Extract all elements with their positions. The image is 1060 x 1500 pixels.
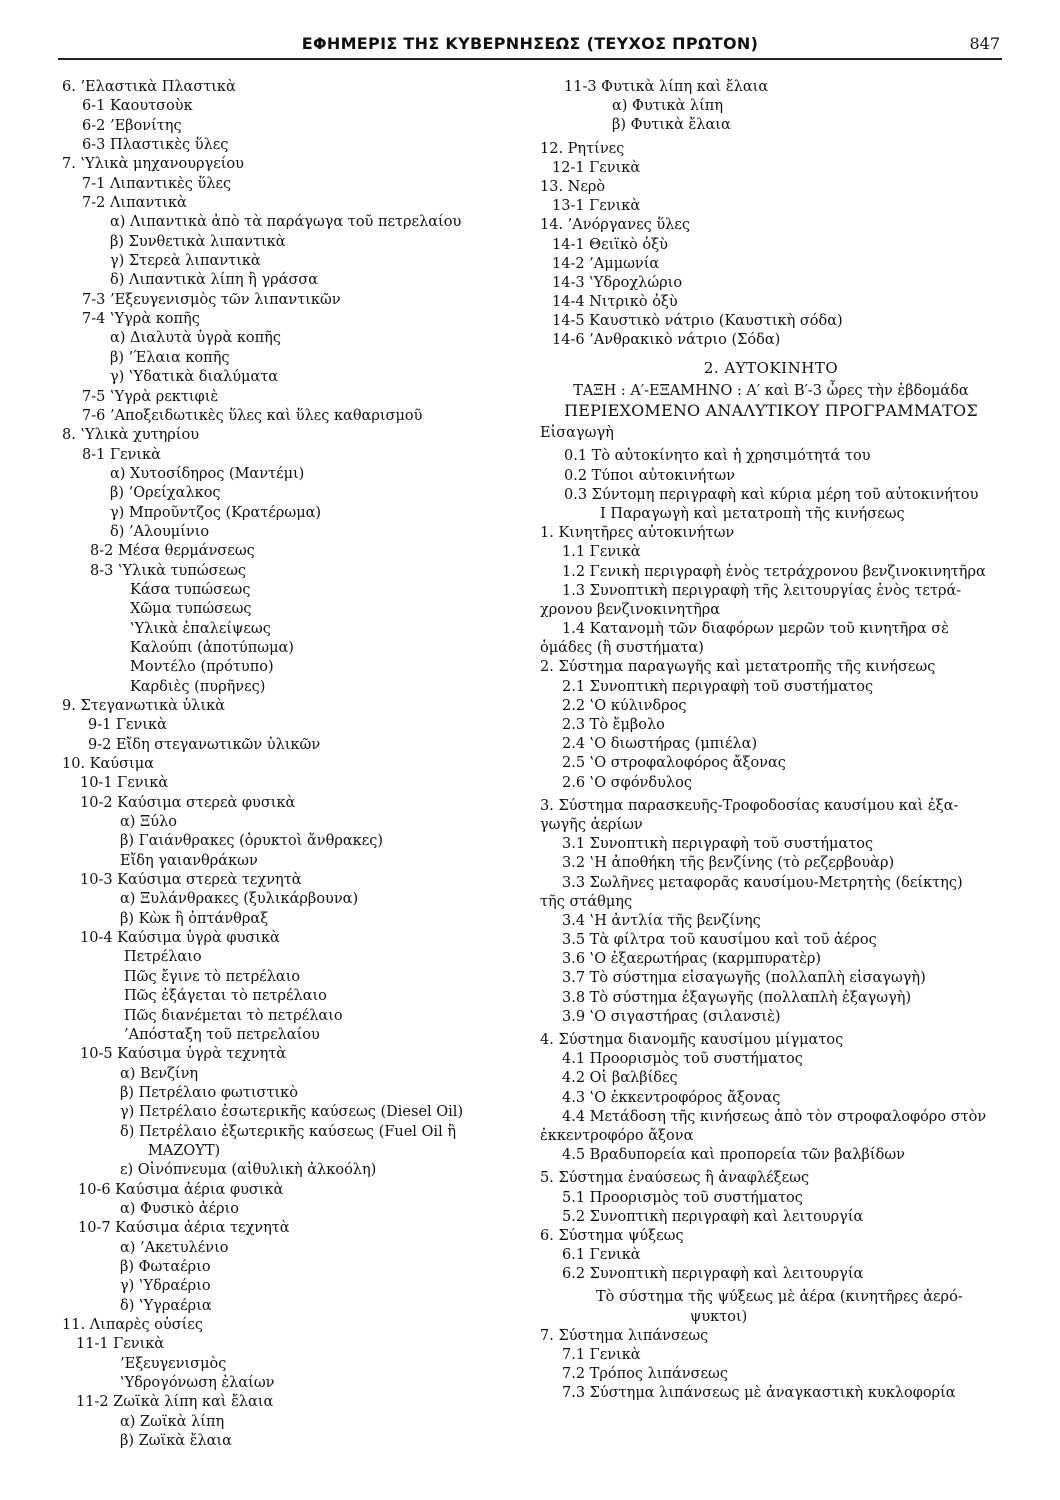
gazette-title: ΕΦΗΜΕΡΙΣ ΤΗΣ ΚΥΒΕΡΝΗΣΕΩΣ (ΤΕΥΧΟΣ ΠΡΩΤΟΝ): [301, 34, 759, 53]
outline-line: 0.3 Σύντομη περιγραφὴ καὶ κύρια μέρη τοῦ αὐτοκινήτου: [564, 486, 979, 503]
outline-line: 14-3 ‛Υδροχλώριο: [552, 274, 683, 291]
outline-line: Ι Παραγωγὴ καὶ μετατροπὴ τῆς κινήσεως: [600, 505, 905, 522]
outline-line: 2. Σύστημα παραγωγῆς καὶ μετατροπῆς τῆς κινήσεως: [540, 659, 936, 676]
outline-line: β) Συνθετικὰ λιπαντικὰ: [110, 233, 286, 250]
outline-line: 2.2 ‛Ο κύλινδρος: [562, 697, 687, 714]
outline-line: α) Λιπαντικὰ ἀπὸ τὰ παράγωγα τοῦ πετρελαίου: [110, 214, 462, 231]
outline-line: 7.1 Γενικὰ: [562, 1347, 641, 1363]
outline-line: ’Απόσταξη τοῦ πετρελαίου: [124, 1026, 320, 1043]
outline-line: 14-5 Καυστικὸ νάτριο (Καυστικὴ σόδα): [552, 313, 843, 330]
outline-line: 9-1 Γενικὰ: [88, 717, 167, 734]
outline-line: 6-3 Πλαστικὲς ὕλες: [82, 137, 229, 154]
outline-line: 1.1 Γενικὰ: [562, 544, 641, 561]
outline-line: ΤΑΞΗ : Α′-ΕΞΑΜΗΝΟ : Α′ καὶ Β′-3 ὧρες τὴν ἑβδομάδα: [573, 382, 969, 399]
outline-line: ἐκκεντροφόρο ἄξονα: [540, 1127, 694, 1144]
right-column: [540, 78, 1002, 1404]
outline-line: 6.1 Γενικὰ: [562, 1247, 641, 1264]
outline-line: 7-1 Λιπαντικὲς ὕλες: [82, 175, 232, 192]
outline-line: α) Ξυλάνθρακες (ξυλικάρβουνα): [120, 891, 359, 908]
outline-line: 5.1 Προορισμὸς τοῦ συστήματος: [562, 1189, 803, 1206]
outline-line: 8-2 Μέσα θερμάνσεως: [90, 543, 255, 560]
outline-line: β) Κὼκ ἢ ὀπτάνθραξ: [120, 910, 269, 927]
outline-line: 10-7 Καύσιμα ἀέρια τεχνητὰ: [78, 1220, 290, 1237]
outline-line: γ) Πετρέλαιο ἐσωτερικῆς καύσεως (Diesel Oil): [120, 1104, 464, 1121]
outline-line: δ) Πετρέλαιο ἐξωτερικῆς καύσεως (Fuel Oil ἢ: [120, 1123, 457, 1140]
outline-line: Πετρέλαιο: [124, 949, 202, 966]
outline-line: 10-4 Καύσιμα ὑγρὰ φυσικὰ: [80, 930, 280, 947]
outline-line: Εἰσαγωγὴ: [540, 425, 614, 442]
outline-line: α) Φυσικὸ ἀέριο: [120, 1200, 239, 1217]
outline-line: 12. Ρητίνες: [540, 140, 625, 157]
outline-line: 14-4 Νιτρικὸ ὀξὺ: [552, 294, 678, 311]
outline-line: 10-1 Γενικὰ: [80, 775, 169, 792]
outline-line: τῆς στάθμης: [540, 893, 633, 910]
outline-line: Εἴδη γαιανθράκων: [120, 852, 258, 869]
outline-line: ΠΕΡΙΕΧΟΜΕΝΟ ΑΝΑΛΥΤΙΚΟΥ ΠΡΟΓΡΑΜΜΑΤΟΣ: [564, 401, 978, 420]
outline-line: 14-2 ’Αμμωνία: [552, 255, 660, 272]
outline-line: 11-1 Γενικὰ: [76, 1336, 165, 1353]
outline-line: 11-3 Φυτικὰ λίπη καὶ ἔλαια: [564, 79, 769, 95]
outline-line: 5.2 Συνοπτικὴ περιγραφὴ καὶ λειτουργία: [562, 1208, 864, 1225]
outline-line: 11. Λιπαρὲς οὐσίες: [62, 1317, 203, 1333]
outline-line: 3.8 Τὸ σύστημα ἐξαγωγῆς (πολλαπλὴ ἐξαγωγὴ): [562, 989, 912, 1006]
left-column: [62, 78, 532, 1451]
outline-line: α) Ξύλο: [120, 814, 177, 831]
outline-line: 14-1 Θειϊκὸ ὀξὺ: [552, 236, 668, 253]
outline-line: 6. ’Ελαστικὰ Πλαστικὰ: [62, 79, 236, 95]
outline-line: 4.2 Οἱ βαλβίδες: [562, 1070, 678, 1087]
header-rule: [58, 58, 1002, 60]
outline-line: Κάσα τυπώσεως: [130, 581, 251, 598]
outline-line: 7.3 Σύστημα λιπάνσεως μὲ ἀναγκαστικὴ κυκλοφορία: [562, 1385, 956, 1402]
outline-line: β) Φυτικὰ ἔλαια: [612, 117, 731, 134]
outline-line: 4.5 Βραδυπορεία καὶ προπορεία τῶν βαλβίδων: [562, 1147, 905, 1164]
outline-line: 11-2 Ζωϊκὰ λίπη καὶ ἔλαια: [76, 1394, 274, 1411]
outline-line: 3.5 Τὰ φίλτρα τοῦ καυσίμου καὶ τοῦ ἀέρος: [562, 932, 877, 949]
outline-line: γ) Στερεὰ λιπαντικὰ: [110, 253, 261, 270]
outline-line: β) Γαιάνθρακες (ὀρυκτοὶ ἄνθρακες): [120, 833, 383, 850]
outline-line: 8-3 ‛Υλικὰ τυπώσεως: [90, 562, 247, 579]
outline-line: 2.4 ‛Ο διωστήρας (μπιέλα): [562, 736, 758, 753]
outline-line: 3. Σύστημα παρασκευῆς-Τροφοδοσίας καυσίμου καὶ ἐξα-: [540, 797, 959, 814]
outline-line: 14-6 ’Ανθρακικὸ νάτριο (Σόδα): [552, 332, 781, 349]
outline-line: Μοντέλο (πρότυπο): [130, 659, 274, 676]
outline-line: ‛Υλικὰ ἐπαλείψεως: [130, 620, 271, 637]
outline-line: α) Ζωϊκὰ λίπη: [120, 1413, 225, 1430]
outline-line: 13-1 Γενικὰ: [552, 198, 641, 215]
outline-line: α) Φυτικὰ λίπη: [612, 98, 724, 115]
outline-line: Πῶς ἐξάγεται τὸ πετρέλαιο: [124, 988, 327, 1005]
outline-line: ὁμάδες (ἢ συστήματα): [540, 640, 704, 657]
outline-line: 3.2 ‛Η ἀποθήκη τῆς βενζίνης (τὸ ρεζερβουὰρ): [562, 855, 895, 872]
outline-line: 8-1 Γενικὰ: [82, 446, 161, 463]
outline-line: ΜΑΖΟΥΤ): [148, 1142, 221, 1159]
outline-line: 3.6 ‛Ο ἐξαερωτήρας (καρμπυρατὲρ): [562, 951, 822, 968]
outline-line: Καρδιὲς (πυρῆνες): [130, 678, 266, 695]
outline-line: 7-2 Λιπαντικὰ: [82, 195, 187, 212]
outline-line: 7-3 ’Εξευγενισμὸς τῶν λιπαντικῶν: [82, 291, 341, 308]
outline-line: δ) ‛Υγραέρια: [120, 1297, 212, 1314]
outline-line: 1.3 Συνοπτικὴ περιγραφὴ τῆς λειτουργίας ἑνὸς τετρά-: [562, 582, 962, 599]
outline-line: 6-1 Καουτσοὺκ: [82, 98, 193, 115]
outline-line: 12-1 Γενικὰ: [552, 159, 641, 176]
outline-line: 7. ‛Υλικὰ μηχανουργείου: [62, 156, 244, 173]
outline-line: 10. Καύσιμα: [62, 756, 154, 773]
outline-line: 6. Σύστημα ψύξεως: [540, 1227, 684, 1244]
spacer: [540, 351, 1002, 359]
outline-line: 7-5 ‛Υγρὰ ρεκτιφιὲ: [82, 388, 219, 405]
outline-line: β) Ζωϊκὰ ἔλαια: [120, 1433, 232, 1450]
outline-line: 7-6 ’Αποξειδωτικὲς ὕλες καὶ ὕλες καθαρισμοῦ: [82, 407, 423, 424]
outline-line: ε) Οἰνόπνευμα (αἰθυλικὴ ἀλκοόλη): [120, 1162, 377, 1179]
outline-line: ‛Υδρογόνωση ἐλαίων: [120, 1375, 275, 1392]
outline-line: 7.2 Τρόπος λιπάνσεως: [562, 1366, 728, 1383]
outline-line: ψυκτοι): [690, 1308, 748, 1325]
page-number: 847: [969, 34, 1000, 53]
outline-line: 5. Σύστημα ἐναύσεως ἢ ἀναφλέξεως: [540, 1170, 810, 1187]
outline-line: Πῶς διανέμεται τὸ πετρέλαιο: [124, 1007, 343, 1024]
outline-line: 14. ’Ανόργανες ὕλες: [540, 217, 690, 234]
outline-line: 1.4 Κατανομὴ τῶν διαφόρων μερῶν τοῦ κινητῆρα σὲ: [562, 621, 949, 638]
outline-line: 3.9 ‛Ο σιγαστήρας (σιλανσιὲ): [562, 1008, 781, 1025]
outline-line: 3.3 Σωλῆνες μεταφορᾶς καυσίμου-Μετρητὴς (δείκτης): [562, 874, 963, 891]
outline-line: 10-5 Καύσιμα ὑγρὰ τεχνητὰ: [80, 1046, 287, 1063]
outline-line: 10-2 Καύσιμα στερεὰ φυσικὰ: [80, 794, 296, 811]
outline-line: γ) Μπροῦντζος (Κρατέρωμα): [110, 504, 322, 521]
outline-line: 9. Στεγανωτικὰ ὑλικὰ: [62, 698, 226, 714]
outline-line: 4. Σύστημα διανομῆς καυσίμου μίγματος: [540, 1032, 844, 1048]
outline-line: 10-3 Καύσιμα στερεὰ τεχνητὰ: [80, 872, 302, 889]
outline-line: α) ’Ακετυλένιο: [120, 1239, 229, 1256]
outline-line: 4.4 Μετάδοση τῆς κινήσεως ἀπὸ τὸν στροφαλοφόρο στὸν: [562, 1108, 987, 1125]
outline-line: 6-2 ’Εβονίτης: [82, 117, 182, 134]
outline-line: 0.1 Τὸ αὐτοκίνητο καὶ ἡ χρησιμότητά του: [564, 448, 871, 465]
outline-line: Τὸ σύστημα τῆς ψύξεως μὲ ἀέρα (κινητῆρες ἀερό-: [596, 1289, 963, 1306]
outline-line: β) Φωταέριο: [120, 1258, 211, 1275]
outline-line: 7-4 ‛Υγρὰ κοπῆς: [82, 311, 200, 328]
outline-line: 2. ΑΥΤΟΚΙΝΗΤΟ: [703, 358, 839, 377]
outline-line: 2.3 Τὸ ἔμβολο: [562, 717, 665, 733]
outline-line: α) Βενζίνη: [120, 1065, 199, 1082]
outline-line: Πῶς ἔγινε τὸ πετρέλαιο: [124, 968, 301, 985]
outline-line: 3.7 Τὸ σύστημα εἰσαγωγῆς (πολλαπλὴ εἰσαγωγὴ): [562, 970, 926, 987]
outline-line: δ) ’Αλουμίνιο: [110, 523, 210, 540]
outline-line: 10-6 Καύσιμα ἀέρια φυσικὰ: [78, 1181, 284, 1198]
outline-line: δ) Λιπαντικὰ λίπη ἢ γράσσα: [110, 272, 319, 289]
outline-line: γ) ‛Υδραέριο: [120, 1278, 211, 1295]
outline-line: β) ’Έλαια κοπῆς: [110, 349, 230, 366]
outline-line: β) Πετρέλαιο φωτιστικὸ: [120, 1084, 298, 1101]
outline-line: Καλούπι (ἀποτύπωμα): [130, 639, 294, 656]
outline-line: χρονου βενζινοκινητῆρα: [540, 601, 721, 618]
outline-line: 8. ‛Υλικὰ χυτηρίου: [62, 427, 200, 444]
outline-line: γωγῆς ἀερίων: [540, 816, 643, 833]
outline-line: 3.1 Συνοπτικὴ περιγραφὴ τοῦ συστήματος: [562, 836, 874, 853]
outline-line: α) Χυτοσίδηρος (Μαντέμι): [110, 465, 305, 482]
outline-line: 0.2 Τύποι αὐτοκινήτων: [564, 467, 735, 484]
outline-line: γ) ‛Υδατικὰ διαλύματα: [110, 369, 279, 386]
outline-line: 13. Νερὸ: [540, 178, 606, 195]
outline-line: 3.4 ‛Η ἀντλία τῆς βενζίνης: [562, 912, 761, 929]
outline-line: 2.1 Συνοπτικὴ περιγραφὴ τοῦ συστήματος: [562, 678, 874, 695]
outline-line: 7. Σύστημα λιπάνσεως: [540, 1327, 709, 1344]
outline-line: β) ’Ορείχαλκος: [110, 485, 221, 502]
outline-line: ’Εξευγενισμὸς: [120, 1355, 227, 1372]
outline-line: 2.6 ‛Ο σφόνδυλος: [562, 774, 692, 791]
outline-line: α) Διαλυτὰ ὑγρὰ κοπῆς: [110, 330, 281, 347]
outline-line: 6.2 Συνοπτικὴ περιγραφὴ καὶ λειτουργία: [562, 1266, 864, 1283]
outline-line: 1.2 Γενικὴ περιγραφὴ ἑνὸς τετράχρονου βενζινοκινητῆρα: [562, 563, 986, 580]
outline-line: 2.5 ‛Ο στροφαλοφόρος ἄξονας: [562, 755, 786, 772]
page-header: [60, 32, 1000, 58]
outline-line: Χῶμα τυπώσεως: [130, 601, 252, 618]
outline-line: 4.1 Προορισμὸς τοῦ συστήματος: [562, 1051, 803, 1068]
outline-line: 1. Κινητῆρες αὐτοκινήτων: [540, 525, 735, 542]
outline-line: 4.3 ‛Ο ἐκκεντροφόρος ἄξονας: [562, 1089, 781, 1106]
outline-line: 9-2 Εἴδη στεγανωτικῶν ὑλικῶν: [88, 736, 321, 753]
